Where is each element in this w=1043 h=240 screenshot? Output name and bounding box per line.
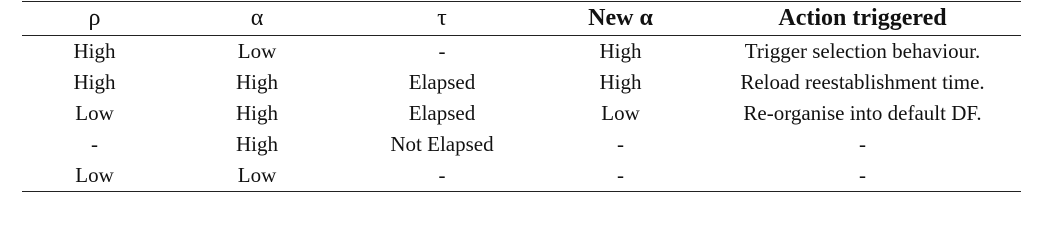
cell-new-alpha: -	[617, 132, 624, 156]
cell-action: -	[704, 160, 1021, 192]
header-row	[22, 2, 1021, 36]
cell-tau: Not Elapsed	[390, 132, 494, 156]
cell-new-alpha: High	[599, 39, 642, 63]
cell-rho: Low	[22, 160, 167, 192]
cell-alpha: Low	[167, 160, 347, 192]
cell-action: Reload reestablishment time.	[740, 70, 985, 94]
cell-alpha: Low	[237, 39, 277, 63]
table-row	[22, 98, 1021, 129]
header-rho: ρ	[22, 2, 167, 36]
cell-action: Re-organise into default DF.	[743, 101, 982, 125]
cell-alpha: High	[236, 70, 278, 94]
cell-new-alpha: -	[537, 160, 704, 192]
cell-new-alpha: Low	[601, 101, 640, 125]
header-tau: τ	[347, 2, 537, 36]
cell-alpha: High	[236, 101, 278, 125]
table-row	[22, 36, 1021, 68]
table-row	[22, 129, 1021, 160]
cell-rho: High	[73, 39, 116, 63]
cell-new-alpha: High	[599, 70, 642, 94]
cell-alpha: High	[236, 132, 278, 156]
cell-rho: Low	[75, 101, 114, 125]
header-new-alpha: New α	[537, 2, 704, 36]
table-row	[22, 67, 1021, 98]
table-row	[22, 160, 1021, 192]
cell-tau: -	[438, 39, 446, 63]
rules-table	[22, 2, 1021, 192]
cell-action: -	[859, 132, 866, 156]
cell-tau: Elapsed	[408, 70, 476, 94]
cell-rho: -	[91, 132, 98, 156]
header-action-triggered: Action triggered	[704, 2, 1021, 36]
cell-tau: -	[347, 160, 537, 192]
cell-tau: Elapsed	[408, 101, 476, 125]
header-alpha: α	[167, 2, 347, 36]
cell-rho: High	[73, 70, 116, 94]
cell-action: Trigger selection behaviour.	[744, 39, 981, 63]
